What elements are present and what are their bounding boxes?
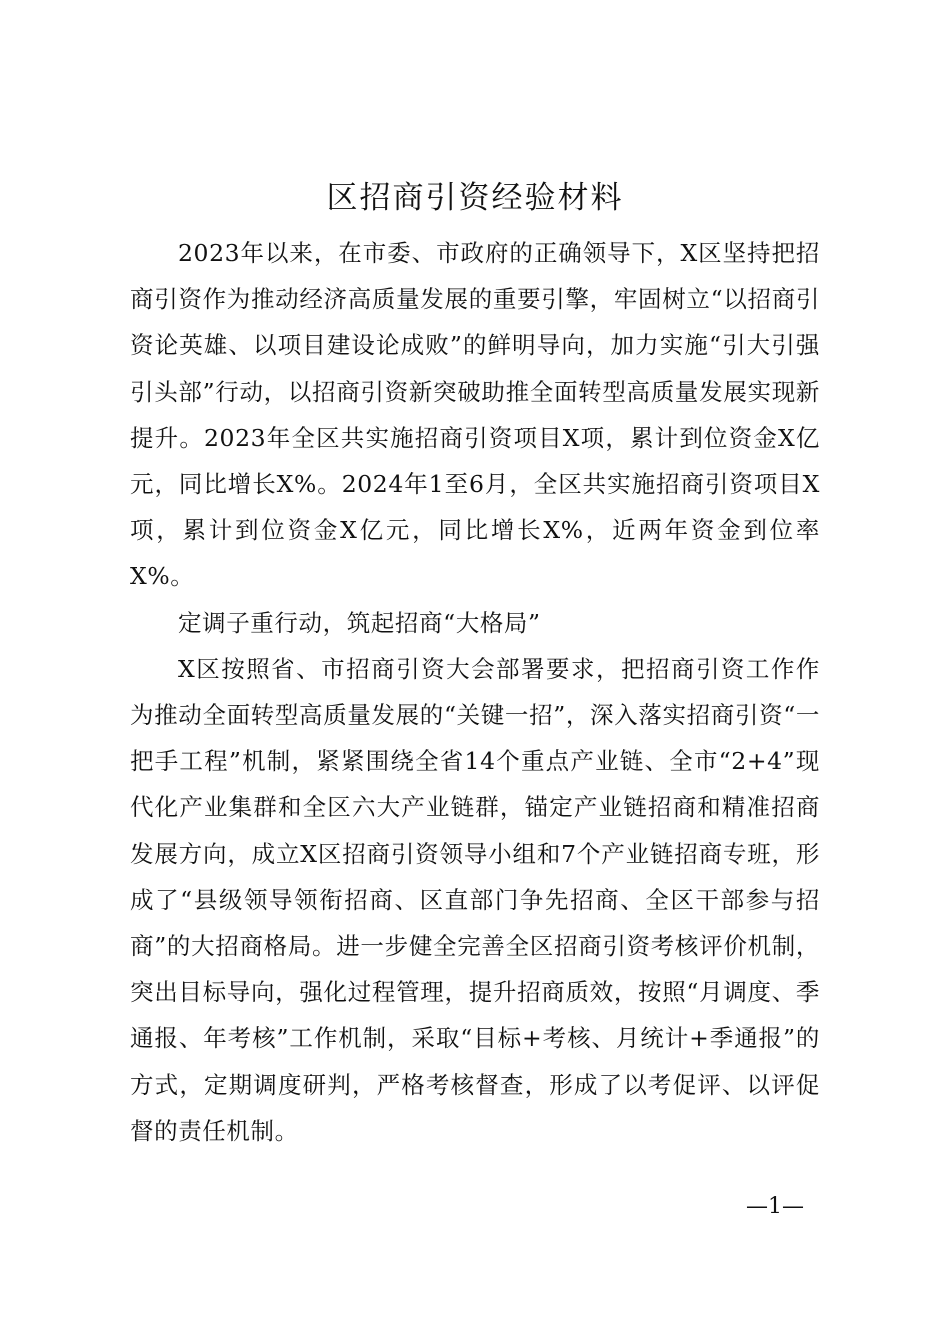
intro-paragraph: 2023年以来，在市委、市政府的正确领导下，X区坚持把招商引资作为推动经济高质量发展的重要引擎，牢固树立“以招商引资论英雄、以项目建设论成败”的鲜明导向，加力实施“引大引强引头部”行动，以招商引资新突破助推全面转型高质量发展实现新提升。2023年全区共实施招商引资项目X项，累计到位资金X亿元，同比增长X%。2024年1至6月，全区共实施招商引资项目X项，累计到位资金X亿元，同比增长X%，近两年资金到位率X%。 <box>130 239 820 591</box>
document-title: 区招商引资经验材料 <box>326 180 624 216</box>
page-number: —1— <box>746 1194 804 1219</box>
document-body <box>130 230 820 1154</box>
section-paragraph: X区按照省、市招商引资大会部署要求，把招商引资工作作为推动全面转型高质量发展的“关键一招”，深入落实招商引资“一把手工程”机制，紧紧围绕全省14个重点产业链、全市“2+4”现代化产业集群和全区六大产业链群，锚定产业链招商和精准招商发展方向，成立X区招商引资领导小组和7个产业链招商专班，形成了“县级领导领衔招商、区直部门争先招商、全区干部参与招商”的大招商格局。进一步健全完善全区招商引资考核评价机制，突出目标导向，强化过程管理，提升招商质效，按照“月调度、季通报、年考核”工作机制，采取“目标+考核、月统计+季通报”的方式，定期调度研判，严格考核督查，形成了以考促评、以评促督的责任机制。 <box>130 654 820 1145</box>
section-heading: 定调子重行动，筑起招商“大格局” <box>178 608 541 637</box>
